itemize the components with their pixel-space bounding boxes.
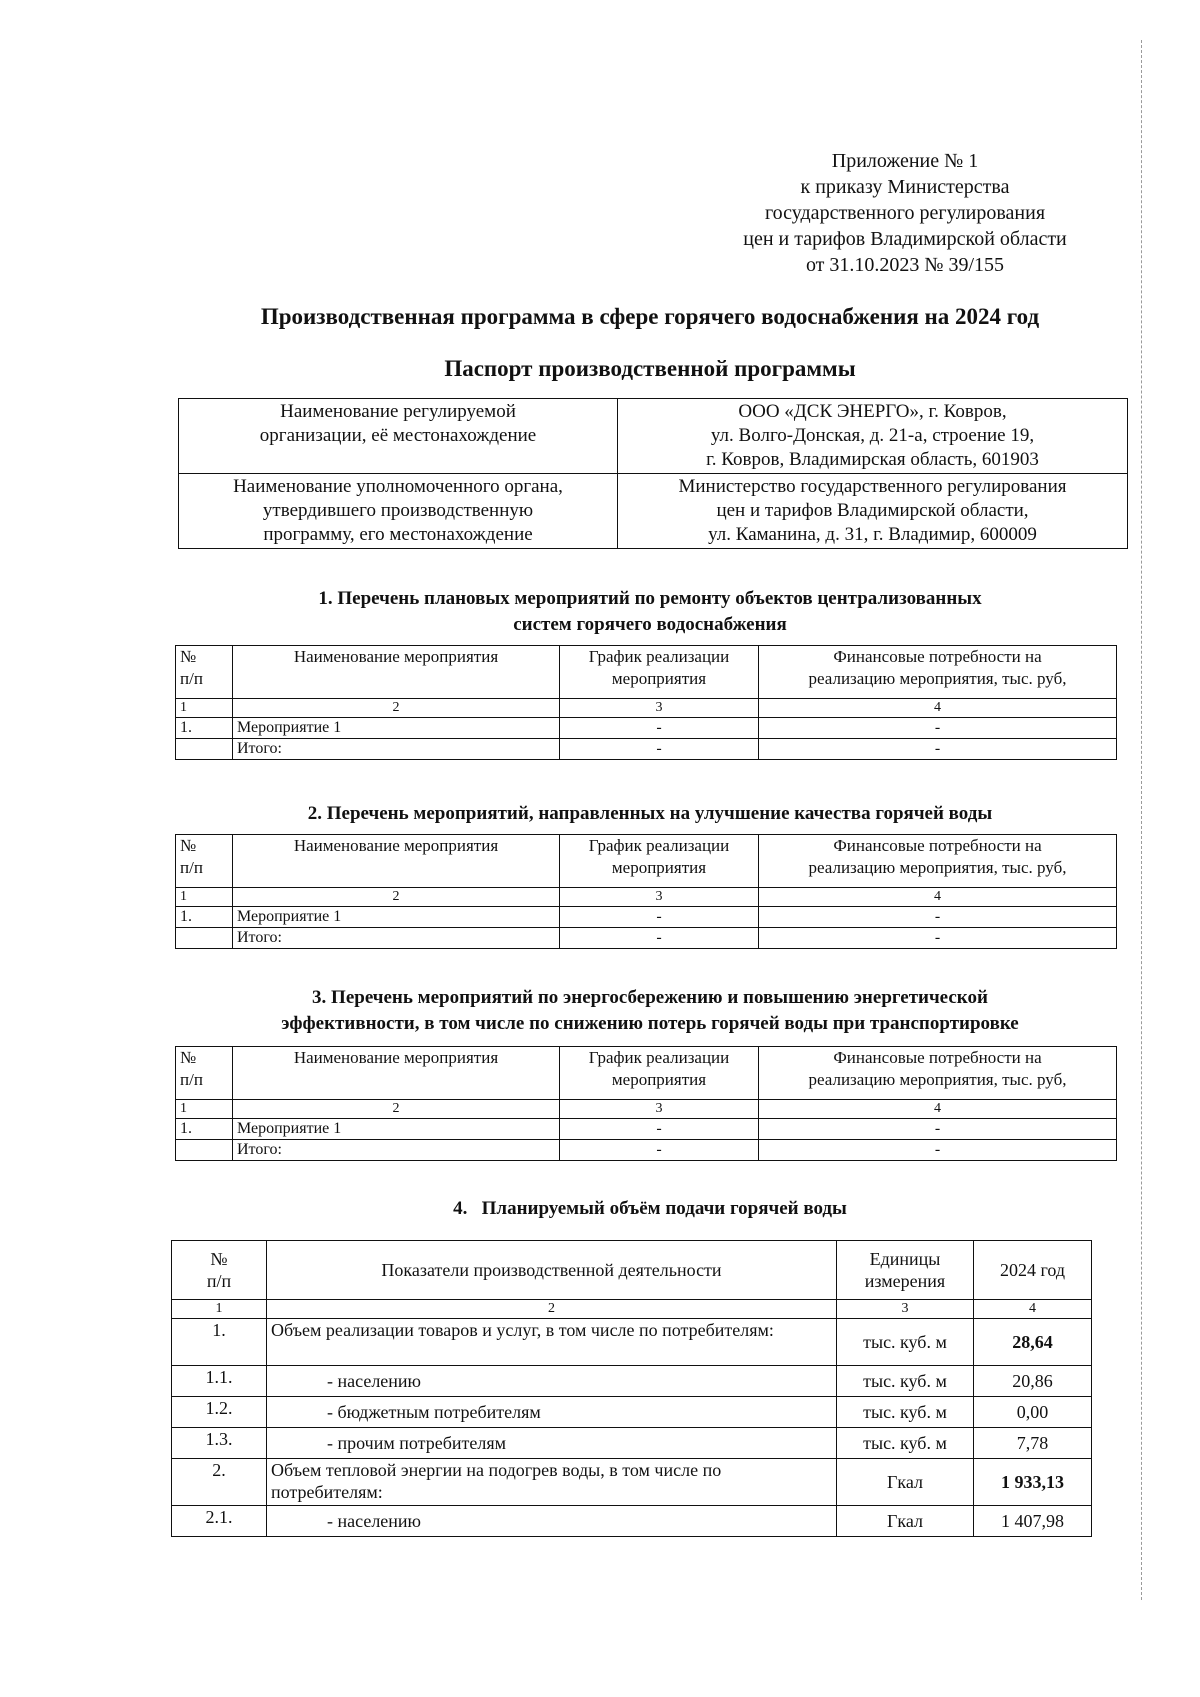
row-indicator: - населению xyxy=(267,1366,837,1397)
table-row xyxy=(172,1319,1092,1366)
column-number: 1 xyxy=(176,888,233,907)
header-year: 2024 год xyxy=(974,1241,1092,1300)
appendix-note xyxy=(700,148,1110,278)
table-row-total xyxy=(176,928,1117,949)
passport-label xyxy=(179,399,618,474)
header-schedule xyxy=(560,835,759,888)
row-indicator: - бюджетным потребителям xyxy=(267,1397,837,1428)
row-value: 0,00 xyxy=(974,1397,1092,1428)
row-finance: - xyxy=(759,907,1117,928)
row-finance: - xyxy=(759,1119,1117,1140)
table-row xyxy=(172,1459,1092,1506)
row-no: 1. xyxy=(176,718,233,739)
column-number-row xyxy=(176,699,1117,718)
row-unit: тыс. куб. м xyxy=(837,1366,974,1397)
row-name: Мероприятие 1 xyxy=(233,718,560,739)
section-2-table xyxy=(175,834,1117,949)
text-line: Финансовые потребности на xyxy=(833,1048,1042,1067)
text-line: 4. Планируемый объём подачи горячей воды xyxy=(453,1198,847,1219)
passport-table xyxy=(178,398,1128,549)
table-row-total xyxy=(176,1140,1117,1161)
row-value: 7,78 xyxy=(974,1428,1092,1459)
row-value: 28,64 xyxy=(974,1319,1092,1366)
header-name: Наименование мероприятия xyxy=(233,646,560,699)
table-row xyxy=(176,1119,1117,1140)
table-row xyxy=(172,1506,1092,1537)
row-schedule: - xyxy=(560,1119,759,1140)
text-line: мероприятия xyxy=(611,858,707,877)
row-no: 1.2. xyxy=(172,1397,267,1428)
row-finance: - xyxy=(759,718,1117,739)
header-no xyxy=(172,1241,267,1300)
section-3-table xyxy=(175,1046,1117,1161)
header-unit xyxy=(837,1241,974,1300)
text-line: График реализации xyxy=(588,647,730,666)
section-3-title xyxy=(170,985,1130,1037)
row-no: 2. xyxy=(172,1459,267,1506)
text-line: п/п xyxy=(180,858,203,877)
row-schedule: - xyxy=(560,1140,759,1161)
header-indicator: Показатели производственной деятельности xyxy=(267,1241,837,1300)
row-unit: тыс. куб. м xyxy=(837,1319,974,1366)
passport-value xyxy=(618,474,1128,549)
passport-row xyxy=(179,399,1128,474)
text-line: утвердившего производственную xyxy=(262,500,534,521)
column-number: 4 xyxy=(974,1300,1092,1319)
row-indicator: Объем тепловой энергии на подогрев воды, в том числе по потребителям: xyxy=(267,1459,837,1506)
volume-table xyxy=(171,1240,1092,1537)
row-no: 1. xyxy=(172,1319,267,1366)
text-line: 2. Перечень мероприятий, направленных на улучшение качества горячей воды xyxy=(307,803,993,824)
text-line: 3. Перечень мероприятий по энергосбережению и повышению энергетической xyxy=(312,987,988,1008)
column-number-row xyxy=(172,1300,1092,1319)
text-line: № xyxy=(180,1048,197,1067)
row-unit: тыс. куб. м xyxy=(837,1428,974,1459)
column-number: 2 xyxy=(267,1300,837,1319)
section-1-table xyxy=(175,645,1117,760)
header-no xyxy=(176,1047,233,1100)
text-line: систем горячего водоснабжения xyxy=(513,614,787,635)
row-name: Мероприятие 1 xyxy=(233,1119,560,1140)
table-header-row xyxy=(172,1241,1092,1300)
text-line: График реализации xyxy=(588,1048,730,1067)
row-indicator: - населению xyxy=(267,1506,837,1537)
text-line: ул. Каманина, д. 31, г. Владимир, 600009 xyxy=(708,524,1037,545)
text-line: программу, его местонахождение xyxy=(263,524,533,545)
column-number: 2 xyxy=(233,699,560,718)
column-number: 4 xyxy=(759,1100,1117,1119)
column-number: 3 xyxy=(560,1100,759,1119)
row-schedule: - xyxy=(560,907,759,928)
row-indicator: Объем реализации товаров и услуг, в том числе по потребителям: xyxy=(267,1319,837,1366)
section-4-title xyxy=(170,1196,1130,1222)
text-line: 1. Перечень плановых мероприятий по ремонту объектов централизованных xyxy=(318,588,982,609)
text-line: Финансовые потребности на xyxy=(833,647,1042,666)
table-row-total xyxy=(176,739,1117,760)
table-row xyxy=(172,1366,1092,1397)
row-no xyxy=(176,739,233,760)
text-line: Министерство государственного регулирования xyxy=(678,476,1067,497)
appendix-line: к приказу Министерства xyxy=(800,176,1010,198)
row-no xyxy=(176,928,233,949)
text-line: № xyxy=(180,647,197,666)
row-finance: - xyxy=(759,928,1117,949)
row-no: 1.1. xyxy=(172,1366,267,1397)
row-schedule: - xyxy=(560,718,759,739)
row-no xyxy=(176,1140,233,1161)
header-finance xyxy=(759,646,1117,699)
header-schedule xyxy=(560,1047,759,1100)
table-header-row xyxy=(176,1047,1117,1100)
column-number: 1 xyxy=(176,699,233,718)
text-line: организации, её местонахождение xyxy=(259,425,537,446)
text-line: Единицы xyxy=(869,1249,941,1269)
passport-value xyxy=(618,399,1128,474)
header-name: Наименование мероприятия xyxy=(233,835,560,888)
row-schedule: - xyxy=(560,928,759,949)
section-2-title xyxy=(170,801,1130,827)
text-line: реализацию мероприятия, тыс. руб, xyxy=(808,858,1067,877)
text-line: ул. Волго-Донская, д. 21-а, строение 19, xyxy=(710,425,1035,446)
row-name: Итого: xyxy=(233,928,560,949)
column-number: 3 xyxy=(837,1300,974,1319)
header-schedule xyxy=(560,646,759,699)
column-number: 4 xyxy=(759,699,1117,718)
section-1-title xyxy=(170,586,1130,638)
text-line: эффективности, в том числе по снижению потерь горячей воды при транспортировке xyxy=(281,1013,1019,1034)
passport-title: Паспорт производственной программы xyxy=(444,356,856,381)
text-line: График реализации xyxy=(588,836,730,855)
column-number: 2 xyxy=(233,888,560,907)
text-line: цен и тарифов Владимирской области, xyxy=(716,500,1029,521)
scan-margin-line xyxy=(1141,40,1142,1600)
appendix-line: государственного регулирования xyxy=(764,202,1046,224)
column-number: 3 xyxy=(560,699,759,718)
header-no xyxy=(176,646,233,699)
text-line: реализацию мероприятия, тыс. руб, xyxy=(808,1070,1067,1089)
document-title: Производственная программа в сфере горячего водоснабжения на 2024 год xyxy=(260,304,1040,329)
row-indicator: - прочим потребителям xyxy=(267,1428,837,1459)
row-no: 1. xyxy=(176,907,233,928)
text-line: измерения xyxy=(864,1271,946,1291)
text-line: п/п xyxy=(180,1070,203,1089)
header-name: Наименование мероприятия xyxy=(233,1047,560,1100)
row-name: Итого: xyxy=(233,739,560,760)
appendix-line: от 31.10.2023 № 39/155 xyxy=(805,254,1005,276)
appendix-line: цен и тарифов Владимирской области xyxy=(743,228,1067,250)
text-line: г. Ковров, Владимирская область, 601903 xyxy=(706,449,1039,470)
text-line: мероприятия xyxy=(611,669,707,688)
text-line: № xyxy=(180,836,197,855)
table-header-row xyxy=(176,835,1117,888)
appendix-line: Приложение № 1 xyxy=(831,150,979,172)
row-finance: - xyxy=(759,739,1117,760)
column-number-row xyxy=(176,888,1117,907)
table-row xyxy=(172,1397,1092,1428)
column-number: 1 xyxy=(172,1300,267,1319)
column-number: 2 xyxy=(233,1100,560,1119)
row-schedule: - xyxy=(560,739,759,760)
row-name: Итого: xyxy=(233,1140,560,1161)
row-no: 1. xyxy=(176,1119,233,1140)
text-line: Наименование регулируемой xyxy=(280,401,516,422)
row-value: 1 933,13 xyxy=(974,1459,1092,1506)
text-line: Наименование уполномоченного органа, xyxy=(233,476,563,497)
text-line: мероприятия xyxy=(611,1070,707,1089)
row-name: Мероприятие 1 xyxy=(233,907,560,928)
passport-row xyxy=(179,474,1128,549)
column-number: 3 xyxy=(560,888,759,907)
text-line: Финансовые потребности на xyxy=(833,836,1042,855)
text-line: п/п xyxy=(180,669,203,688)
table-header-row xyxy=(176,646,1117,699)
text-line: № xyxy=(210,1249,228,1269)
header-finance xyxy=(759,835,1117,888)
passport-label xyxy=(179,474,618,549)
column-number: 4 xyxy=(759,888,1117,907)
row-unit: Гкал xyxy=(837,1506,974,1537)
row-unit: тыс. куб. м xyxy=(837,1397,974,1428)
text-line: п/п xyxy=(206,1271,232,1291)
text-line: реализацию мероприятия, тыс. руб, xyxy=(808,669,1067,688)
column-number-row xyxy=(176,1100,1117,1119)
row-unit: Гкал xyxy=(837,1459,974,1506)
row-value: 20,86 xyxy=(974,1366,1092,1397)
header-no xyxy=(176,835,233,888)
row-no: 1.3. xyxy=(172,1428,267,1459)
text-line: ООО «ДСК ЭНЕРГО», г. Ковров, xyxy=(738,401,1007,422)
row-finance: - xyxy=(759,1140,1117,1161)
row-value: 1 407,98 xyxy=(974,1506,1092,1537)
table-row xyxy=(172,1428,1092,1459)
table-row xyxy=(176,907,1117,928)
column-number: 1 xyxy=(176,1100,233,1119)
table-row xyxy=(176,718,1117,739)
row-no: 2.1. xyxy=(172,1506,267,1537)
header-finance xyxy=(759,1047,1117,1100)
